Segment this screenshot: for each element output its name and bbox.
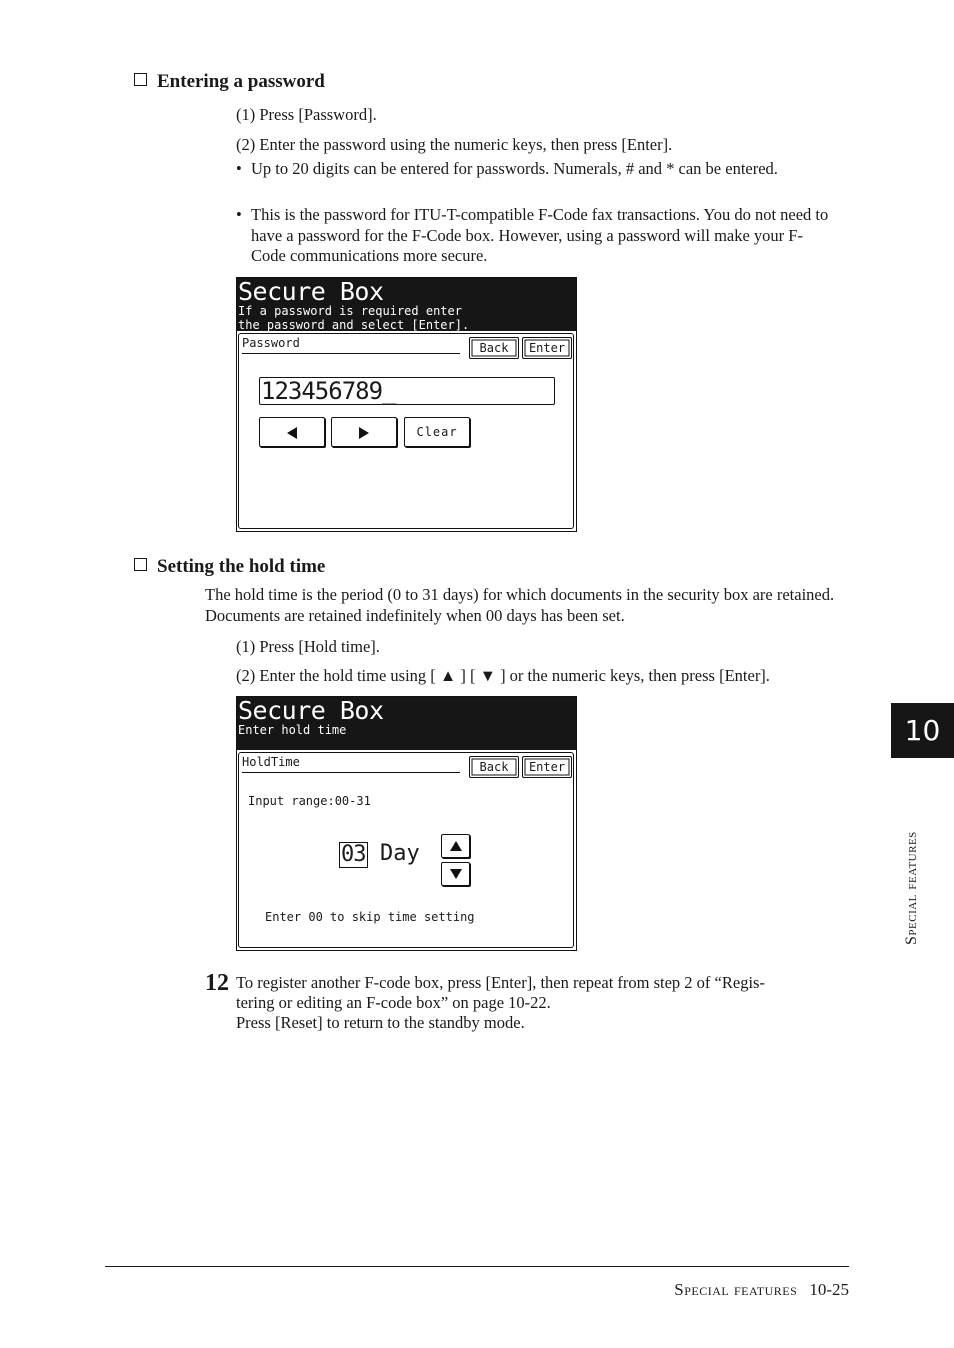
step12-line3: Press [Reset] to return to the standby mode.	[236, 1013, 525, 1032]
hold-time-field-label: HoldTime	[242, 755, 460, 773]
step-press-hold-time: (1) Press [Hold time].	[236, 637, 380, 656]
arrow-up-icon	[450, 841, 462, 851]
increase-button[interactable]	[441, 834, 470, 858]
section-heading-password: Entering a password	[134, 71, 325, 93]
checkbox-bullet-icon	[134, 73, 147, 86]
step-enter-hold-time: (2) Enter the hold time using [ ▲ ] [ ▼ ] or the numeric keys, then press [Enter].	[236, 666, 770, 685]
hold-time-intro: The hold time is the period (0 to 31 days) for which documents in the security box are retained. Documents are retained indefinitely when 00 days has been set.	[205, 585, 835, 625]
cursor-right-button[interactable]	[331, 417, 397, 447]
chapter-tab: 10	[891, 703, 954, 758]
lcd-instruction-line1: Enter hold time	[238, 723, 347, 737]
step-number: 12	[205, 970, 229, 996]
footer-section-name: Special features	[674, 1280, 798, 1299]
enter-button[interactable]: Enter	[522, 337, 572, 359]
decrease-button[interactable]	[441, 862, 470, 886]
skip-hint-text: Enter 00 to skip time setting	[265, 910, 475, 924]
days-unit-label: Day	[380, 841, 420, 866]
lcd-content	[238, 752, 574, 948]
step12-line2: tering or editing an F-code box” on page 10-22.	[236, 993, 551, 1012]
lcd-hold-time-screen	[236, 696, 577, 951]
arrow-down-icon	[450, 869, 462, 879]
enter-button[interactable]: Enter	[522, 756, 572, 778]
bullet-digits: • Up to 20 digits can be entered for passwords. Numerals, # and * can be entered.	[236, 159, 778, 178]
arrow-left-icon	[287, 427, 297, 439]
lcd-header	[237, 697, 576, 750]
lcd-password-screen	[236, 277, 577, 532]
lcd-title: Secure Box	[238, 696, 384, 725]
section-heading-hold-time: Setting the hold time	[134, 556, 325, 578]
password-input[interactable]: 123456789_	[259, 377, 555, 405]
step12-line1: To register another F-code box, press [Enter], then repeat from step 2 of “Regis-	[236, 973, 765, 992]
step-enter-password: (2) Enter the password using the numeric keys, then press [Enter].	[236, 135, 673, 154]
page-footer	[674, 1280, 849, 1300]
lcd-header	[237, 278, 576, 331]
password-field-label: Password	[242, 336, 460, 354]
input-range-text: Input range:00-31	[248, 794, 371, 808]
bullet-itu-password: • This is the password for ITU-T-compatible F-Code fax transactions. You do not need to have a password for the F-Code box. However, using a password will make your F-Code communications more secure.	[236, 205, 829, 265]
lcd-instruction-line2: the password and select [Enter].	[238, 318, 470, 332]
chapter-side-label: Special features	[903, 831, 920, 945]
back-button[interactable]: Back	[469, 756, 519, 778]
lcd-content	[238, 333, 574, 529]
footer-rule	[105, 1266, 849, 1267]
cursor-left-button[interactable]	[259, 417, 325, 447]
arrow-right-icon	[359, 427, 369, 439]
step-press-password: (1) Press [Password].	[236, 105, 377, 124]
lcd-title: Secure Box	[238, 277, 384, 306]
back-button[interactable]: Back	[469, 337, 519, 359]
bullet-marker: •	[236, 159, 242, 178]
checkbox-bullet-icon	[134, 558, 147, 571]
days-input[interactable]: 03	[341, 842, 366, 867]
page-number: 10-25	[809, 1280, 849, 1299]
lcd-instruction-line1: If a password is required enter	[238, 304, 462, 318]
clear-button[interactable]: Clear	[404, 417, 470, 447]
bullet-marker: •	[236, 205, 242, 224]
